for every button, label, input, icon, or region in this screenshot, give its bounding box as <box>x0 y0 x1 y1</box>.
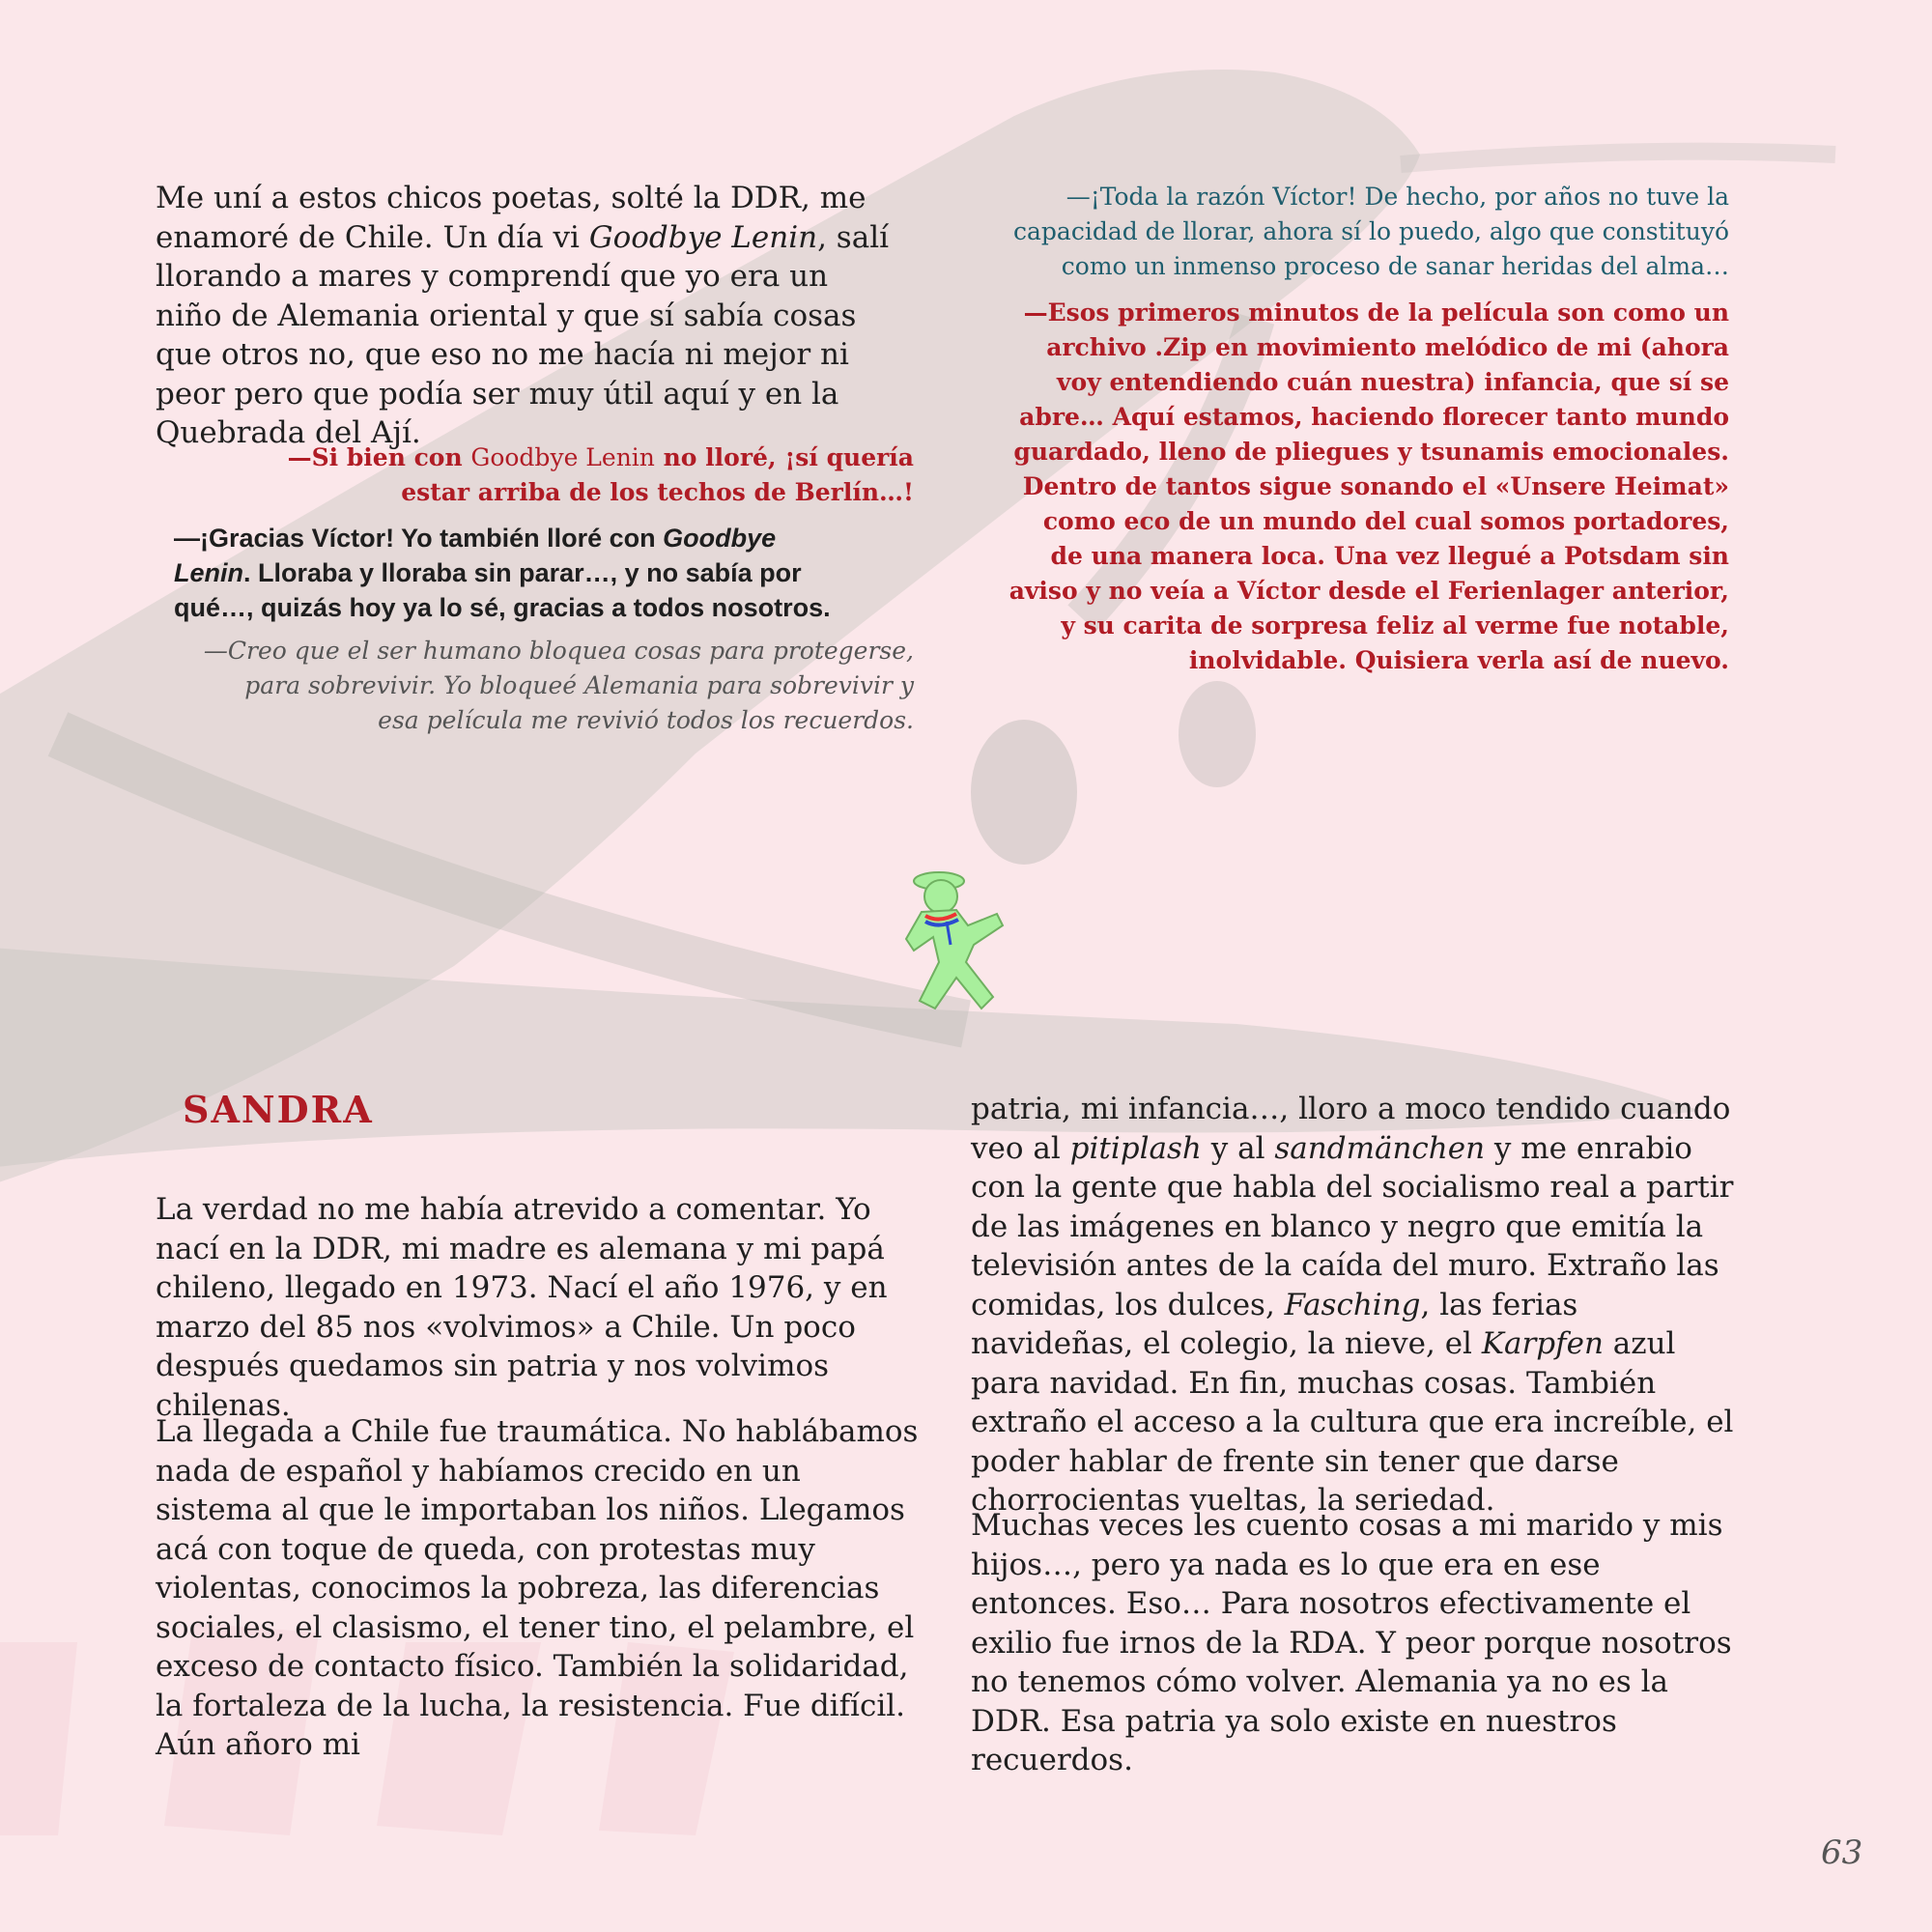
paragraph-text: , salí llorando a mares y comprendí que yo era un niño de Alemania oriental y que sí sabía cosas que otros no, que eso no me hacía ni mejor ni peor pero que podía ser muy útil aquí y en la Quebrada del Ají. <box>156 219 890 450</box>
quote-gracias-victor <box>174 521 850 625</box>
paragraph-text: patria, mi infancia…, lloro a moco tendido cuando veo al <box>971 1092 1731 1166</box>
film-title: Goodbye Lenin <box>174 524 777 587</box>
quote-text: —¡Gracias Víctor! Yo también lloré con <box>174 524 664 553</box>
paragraph-text: , las ferias navideñas, el colegio, la nieve, el <box>971 1287 1578 1361</box>
film-title: Goodbye Lenin <box>588 219 818 255</box>
page-number: 63 <box>1821 1833 1863 1872</box>
section-heading: SANDRA <box>183 1088 374 1131</box>
italic-term: Fasching <box>1284 1287 1421 1322</box>
quote-text: —Si bien con <box>287 443 471 471</box>
quote-archivo-zip: —Esos primeros minutos de la película son como un archivo .Zip en movimiento melódico de mi (ahora voy entendiendo cuán nuestra) infancia, que sí se abre… Aquí estamos, haciendo florecer tanto mundo guardado, lleno de pliegues y tsunamis emocionales. Dentro de tantos sigue sonando el «Unsere Heimat» como eco de un mundo del cual somos portadores, de una manera loca. Una vez llegué a Potsdam sin aviso y no veía a Víctor desde el Ferienlager anterior, y su carita de sorpresa feliz al verme fue notable, inolvidable. Quisiera verla así de nuevo. <box>1009 298 1729 674</box>
italic-term: Karpfen <box>1481 1326 1604 1361</box>
film-title: Goodbye Lenin <box>470 443 655 471</box>
quote-text: no lloré, ¡sí quería estar arriba de los techos de Berlín…! <box>401 443 914 506</box>
quote-text: . Lloraba y lloraba sin parar…, y no sabía por qué…, quizás hoy ya lo sé, gracias a todos nosotros. <box>174 558 831 622</box>
ampelmann-icon <box>879 862 1034 1026</box>
quote-toda-la-razon: —¡Toda la razón Víctor! De hecho, por años no tuve la capacidad de llorar, ahora sí lo puedo, algo que constituyó como un inmenso proceso de sanar heridas del alma… <box>1013 183 1729 280</box>
sandra-paragraph-1: La verdad no me había atrevido a comentar. Yo nací en la DDR, mi madre es alemana y mi papá chileno, llegado en 1973. Nací el año 1976, y en marzo del 85 nos «volvimos» a Chile. Un poco después quedamos sin patria y nos volvimos chilenas. <box>156 1192 888 1423</box>
sandra-paragraph-4: Muchas veces les cuento cosas a mi marido y mis hijos…, pero ya nada es lo que era en ese entonces. Eso… Para nosotros efectivamente el exilio fue irnos de la RDA. Y peor porque nosotros no tenemos cómo volver. Alemania ya no es la DDR. Esa patria ya solo existe en nuestros recuerdos. <box>971 1508 1732 1777</box>
sandra-paragraph-3 <box>971 1090 1734 1520</box>
paragraph-text: Me uní a estos chicos poetas, solté la DDR, me enamoré de Chile. Un día vi <box>156 181 867 255</box>
paragraph-text: azul para navidad. En fin, muchas cosas. También extraño el acceso a la cultura que era increíble, el poder hablar de frente sin tener que darse chorrocientas vueltas, la seriedad. <box>971 1326 1734 1518</box>
paragraph-text: y me enrabio con la gente que habla del socialismo real a partir de las imágenes en blanco y negro que emitía la televisión antes de la caída del muro. Extraño las comidas, los dulces, <box>971 1130 1734 1322</box>
quote-bloqueo: —Creo que el ser humano bloquea cosas para protegerse, para sobrevivir. Yo bloqueé Alemania para sobrevivir y esa película me revivió todos los recuerdos. <box>203 637 914 734</box>
intro-paragraph <box>156 179 899 453</box>
quote-goodbye-lenin <box>280 440 914 510</box>
paragraph-text: y al <box>1201 1130 1275 1166</box>
italic-term: pitiplash <box>1069 1130 1202 1166</box>
italic-term: sandmänchen <box>1274 1130 1486 1166</box>
sandra-paragraph-2: La llegada a Chile fue traumática. No hablábamos nada de español y habíamos crecido en un sistema al que le importaban los niños. Llegamos acá con toque de queda, con protestas muy violentas, conocimos la pobreza, las diferencias sociales, el clasismo, el tener tino, el pelambre, el exceso de contacto físico. También la solidaridad, la fortaleza de la lucha, la resistencia. Fue difícil. Aún añoro mi <box>156 1414 919 1762</box>
